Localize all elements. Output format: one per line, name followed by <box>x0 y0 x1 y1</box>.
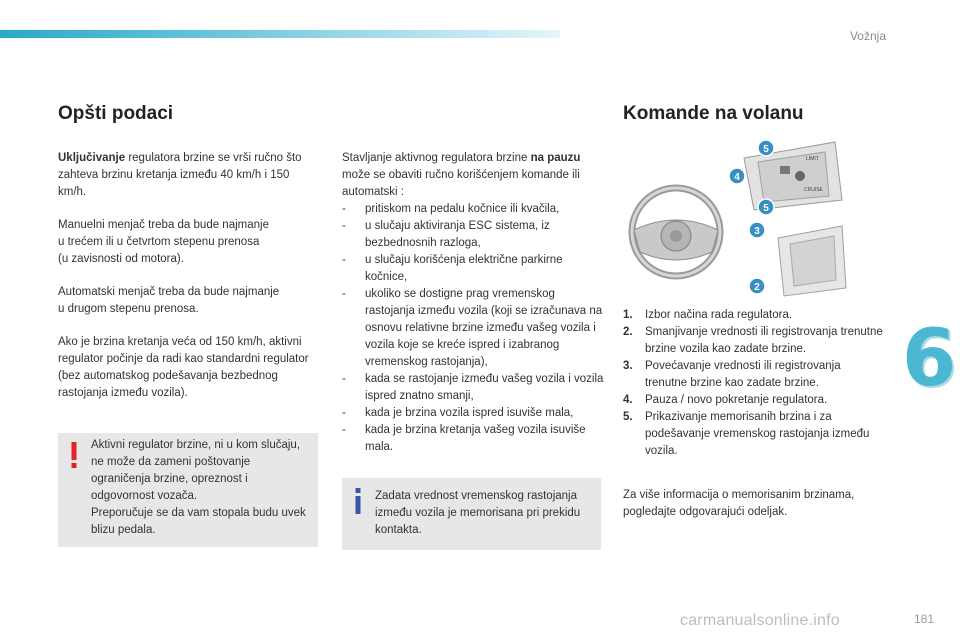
pause-intro-bold: na pauzu <box>530 152 581 164</box>
svg-text:2: 2 <box>754 282 760 293</box>
activation-bold: Uključivanje <box>58 152 126 164</box>
distance-icon <box>795 171 805 181</box>
legend-number: 4. <box>623 394 633 406</box>
controls-legend-list <box>623 307 883 460</box>
manual-gearbox-paragraph <box>58 217 320 268</box>
svg-text:3: 3 <box>754 226 760 237</box>
pause-intro-end: može se obaviti ručno korišćenjem komande ili automatski : <box>342 169 580 198</box>
list-item: - pritiskom na pedalu kočnice ili kvačila, <box>342 201 604 218</box>
legend-number: 2. <box>623 326 633 338</box>
automatic-gearbox-line-2: u drugom stepenu prenosa. <box>58 303 199 315</box>
legend-text: Izbor načina rada regulatora. <box>645 309 793 321</box>
callout-4 <box>729 168 745 184</box>
section-label: Vožnja <box>849 29 886 43</box>
activation-paragraph <box>58 150 320 201</box>
callout-5-bottom <box>758 199 774 215</box>
legend-number: 1. <box>623 309 633 321</box>
pause-intro <box>342 150 604 201</box>
manual-gearbox-line-2: u trećem ili u četvrtom stepenu prenosa <box>58 236 260 248</box>
legend-text: Prikazivanje memorisanih brzina i za podešavanje vremenskog rastojanja između vozila. <box>645 411 870 457</box>
list-item <box>623 307 883 324</box>
list-item: - u slučaju korišćenja električne parkirne kočnice, <box>342 252 604 286</box>
pause-intro-text: Stavljanje aktivnog regulatora brzine <box>342 152 531 164</box>
stalk-limit-label: LIMIT <box>806 156 819 162</box>
svg-text:5: 5 <box>763 203 769 214</box>
manual-gearbox-line-3: (u zavisnosti od motora). <box>58 253 184 265</box>
steering-wheel-illustration <box>632 188 720 276</box>
more-info-text: Za više informacija o memorisanim brzinama, pogledajte odgovarajući odeljak. <box>623 489 855 518</box>
list-item <box>623 392 883 409</box>
steering-controls-diagram <box>620 140 885 300</box>
list-item <box>623 324 883 358</box>
warning-text: Aktivni regulator brzine, ni u kom slučaju, ne može da zameni poštovanje ograničenja brzine, opreznost i odgovornost vozača. <box>91 439 301 502</box>
speed-limit-paragraph: Ako je brzina kretanja veća od 150 km/h, aktivni regulator počinje da radi kao standardni regulator (bez automatskog podešavanja bezbednog rastojanja između vozila). <box>58 336 309 399</box>
chapter-number: 6 <box>902 314 957 404</box>
callout-2 <box>749 278 765 294</box>
list-item: - ukoliko se dostigne prag vremenskog rastojanja između vozila (koji se izračunava na osnovu relativne brzine između vašeg vozila i vozila koje se kreće ispred i izabranog vremenskog rastojanja), <box>342 286 604 371</box>
legend-number: 5. <box>623 411 633 423</box>
svg-text:4: 4 <box>734 172 740 183</box>
warning-advice: Preporučuje se da vam stopala budu uvek blizu pedala. <box>91 507 306 536</box>
cruise-stalk-illustration <box>744 142 846 296</box>
exclamation-icon <box>70 442 78 469</box>
legend-text: Pauza / novo pokretanje regulatora. <box>645 394 828 406</box>
stalk-cruise-label: CRUISE <box>804 187 823 193</box>
list-item <box>623 358 883 392</box>
list-item: - kada je brzina kretanja vašeg vozila isuviše mala. <box>342 422 604 456</box>
list-item: - u slučaju aktiviranja ESC sistema, iz bezbednosnih razloga, <box>342 218 604 252</box>
warning-box <box>58 433 318 547</box>
svg-text:5: 5 <box>763 144 769 155</box>
speed-icon <box>780 166 790 174</box>
page-number: 181 <box>913 612 934 626</box>
list-item: - kada je brzina vozila ispred isuviše mala, <box>342 405 604 422</box>
manual-gearbox-line-1: Manuelni menjač treba da bude najmanje <box>58 219 269 231</box>
legend-text: Smanjivanje vrednosti ili registrovanja trenutne brzine vozila kao zadate brzine. <box>645 326 883 355</box>
legend-number: 3. <box>623 360 633 372</box>
legend-text: Povećavanje vrednosti ili registrovanja trenutne brzine kao zadate brzine. <box>645 360 841 389</box>
info-icon <box>354 488 362 514</box>
info-box <box>342 478 601 550</box>
list-item: - kada se rastojanje između vašeg vozila i vozila ispred znatno smanji, <box>342 371 604 405</box>
list-item <box>623 409 883 460</box>
automatic-gearbox-line-1: Automatski menjač treba da bude najmanje <box>58 286 280 298</box>
info-text: Zadata vrednost vremenskog rastojanja između vozila je memorisana pri prekidu kontakta. <box>375 490 581 536</box>
activation-text: regulatora brzine se vrši ručno što zahteva brzinu kretanja između 40 km/h i 150 km/h. <box>58 152 302 198</box>
steering-controls-heading: Komande na volanu <box>623 103 804 124</box>
watermark: carmanualsonline.info <box>680 612 840 629</box>
automatic-gearbox-paragraph <box>58 284 320 318</box>
general-info-heading: Opšti podaci <box>58 103 174 124</box>
pause-conditions-list <box>342 201 604 456</box>
callout-5-top <box>758 140 774 156</box>
callout-3 <box>749 222 765 238</box>
general-info-column <box>58 150 320 418</box>
top-accent-bar <box>0 30 560 38</box>
pause-column <box>342 150 604 456</box>
